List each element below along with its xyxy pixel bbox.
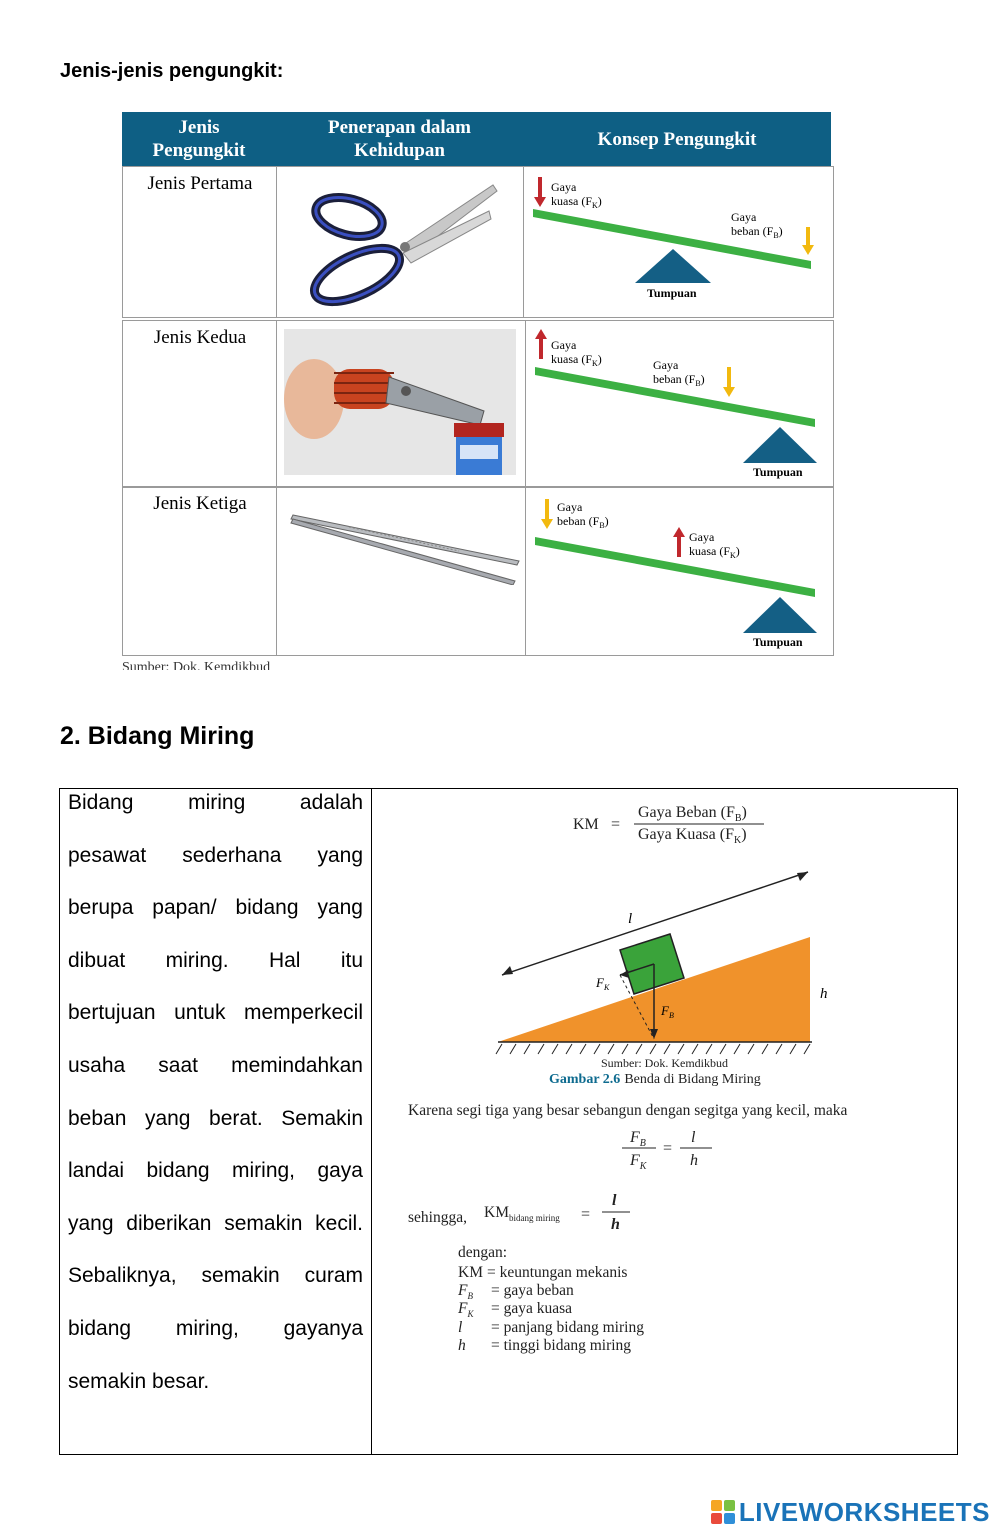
lever-table-header — [122, 112, 831, 166]
figure-source: Sumber: Dok. Kemdikbud — [601, 1056, 728, 1070]
text-line: pesawat sederhana yang — [68, 843, 363, 867]
tweezers-icon — [289, 505, 521, 585]
text-line: beban yang berat. Semakin — [68, 1106, 363, 1130]
svg-text:= gaya kuasa: = gaya kuasa — [491, 1300, 573, 1317]
fb-label: $F_B$ — [661, 1003, 674, 1020]
text-line: Bidang miring adalah — [68, 791, 363, 814]
svg-text:KM= keuntungan mekanis: KM = keuntungan mekanis — [458, 1264, 628, 1281]
svg-text:kuasa (FK): kuasa $(F_K)$ — [551, 352, 602, 368]
svg-text:Gaya: Gaya — [557, 500, 583, 514]
svg-text:FB: $F_B$ — [630, 1129, 646, 1149]
svg-text:FK: $F_K$ — [630, 1152, 647, 1172]
height-label: h — [820, 986, 828, 1002]
header-konsep: Konsep Pengungkit — [597, 128, 757, 150]
bottle-opener-photo — [284, 329, 516, 475]
svg-text:= gaya beban: = gaya beban — [491, 1282, 574, 1299]
svg-text:Gaya: Gaya — [689, 530, 715, 544]
text-line: usaha saat memindahkan — [68, 1053, 363, 1077]
km-formula-numerator: Gaya Beban $(F_B)$ — [638, 804, 747, 824]
text-line: bertujuan untuk memperkecil — [68, 1001, 363, 1025]
svg-text:FB: $F_B$ — [458, 1282, 473, 1301]
text-line: bidang miring, gayanya — [68, 1316, 363, 1340]
sehingga-text: sehingga, — [408, 1209, 467, 1226]
liveworksheets-logo[interactable] — [711, 1492, 990, 1532]
lever-row-third — [122, 486, 834, 656]
incline-figure — [380, 795, 950, 1360]
text-line: landai bidang miring, gaya — [68, 1159, 363, 1183]
text-line: dibuat miring. Hal itu — [68, 948, 363, 972]
length-label: l — [628, 911, 633, 927]
lever-row-first — [122, 166, 834, 318]
tumpuan-label: Tumpuan — [753, 465, 803, 479]
gaya-kuasa-label: Gaya — [551, 180, 577, 194]
lever-diagram-first — [525, 169, 831, 315]
svg-text:Gaya: Gaya — [551, 338, 577, 352]
km-formula-denominator: Gaya Kuasa $(F_K)$ — [638, 826, 747, 846]
svg-text:beban (FB): beban $(F_B)$ — [731, 224, 783, 240]
km-formula-label: KM — [573, 816, 599, 833]
symbol-legend — [457, 1244, 644, 1354]
lever-diagram-third — [527, 489, 833, 653]
svg-text:l: l — [612, 1192, 617, 1209]
text-line: Sebaliknya, semakin curam — [68, 1264, 363, 1288]
text-line: berupa papan/ bidang yang — [68, 896, 363, 920]
logo-grid-icon — [711, 1500, 735, 1524]
source-caption-cut: Sumber: Dok. Kemdikbud — [122, 660, 271, 670]
svg-text:h: h — [611, 1216, 620, 1233]
lever-name: Jenis Kedua — [153, 327, 247, 348]
similar-triangles-text: Karena segi tiga yang besar sebangun dengan segitga yang kecil, maka — [408, 1102, 848, 1119]
svg-text:beban (FB): beban $(F_B)$ — [653, 372, 705, 388]
scissors-icon — [283, 175, 519, 311]
header-penerapan: Penerapan dalam Kehidupan — [327, 117, 472, 161]
lever-name: Jenis Pertama — [147, 173, 253, 194]
lever-row-second — [122, 320, 834, 488]
tumpuan-label: Tumpuan — [753, 635, 803, 649]
svg-text:kuasa (FK): kuasa $(F_K)$ — [551, 194, 602, 210]
svg-text:=: = — [581, 1206, 591, 1223]
incline-description — [68, 788, 363, 1419]
svg-text:l: l — [458, 1319, 463, 1336]
header-jenis: Jenis Pengungkit — [152, 117, 246, 161]
svg-text:FK: $F_K$ — [458, 1300, 474, 1319]
svg-text:kuasa (FK): kuasa $(F_K)$ — [689, 544, 740, 560]
svg-text:=: = — [663, 1140, 673, 1157]
svg-text:= tinggi bidang miring: = tinggi bidang miring — [491, 1337, 632, 1354]
svg-text:Gaya: Gaya — [653, 358, 679, 372]
brand-text: LIVEWORKSHEETS — [738, 1496, 990, 1527]
svg-text:l: l — [691, 1129, 696, 1146]
svg-text:dengan:: dengan: — [458, 1244, 508, 1261]
section-title-levers: Jenis-jenis pengungkit: — [60, 60, 284, 82]
figure-caption: Gambar 2.6 Benda di Bidang Miring — [549, 1072, 761, 1087]
svg-text:beban (FB): beban $(F_B)$ — [557, 514, 609, 530]
text-line: yang diberikan semakin kecil. — [68, 1211, 363, 1235]
lever-name: Jenis Ketiga — [153, 493, 247, 514]
text-line: semakin besar. — [68, 1369, 210, 1393]
svg-text:h: h — [458, 1337, 466, 1354]
gaya-beban-label: Gaya — [731, 210, 757, 224]
svg-text:KMbidang miring: $KM_{bidang miring}$ — [484, 1204, 560, 1223]
tumpuan-label: Tumpuan — [647, 286, 697, 300]
section-title-incline: 2. Bidang Miring — [60, 722, 255, 750]
svg-text:h: h — [690, 1152, 698, 1169]
fk-label: $F_K$ — [596, 975, 610, 992]
lever-diagram-second — [527, 323, 833, 483]
svg-text:= panjang bidang miring: = panjang bidang miring — [491, 1319, 644, 1336]
svg-text:=: = — [611, 816, 621, 833]
